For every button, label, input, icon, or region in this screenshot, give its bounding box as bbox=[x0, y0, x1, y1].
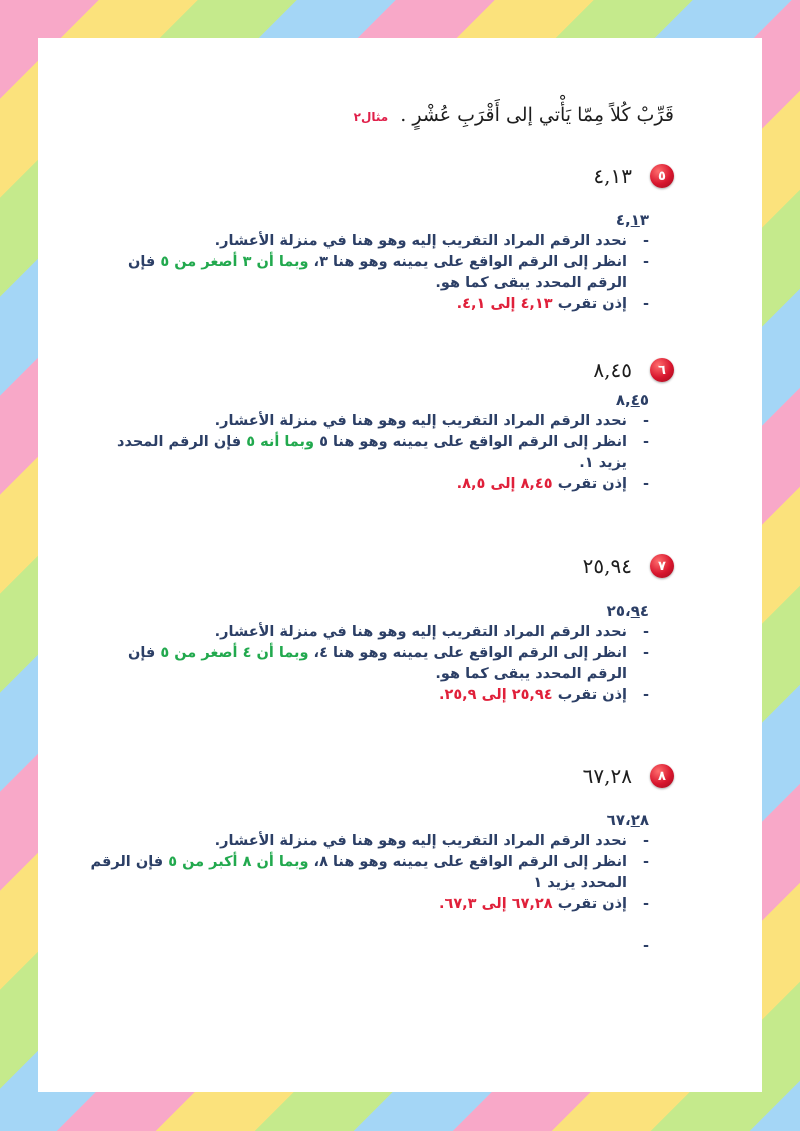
problem-number: ٢٥,٩٤ bbox=[582, 554, 632, 578]
exercise-number-badge: ٨ bbox=[650, 764, 674, 788]
exercise-heading bbox=[354, 104, 674, 126]
solution-block-7 bbox=[89, 601, 649, 706]
worksheet-page bbox=[38, 38, 762, 1092]
exercise-header-6 bbox=[593, 358, 674, 382]
step-identify: - نحدد الرقم المراد التقريب إليه وهو هنا في منزلة الأعشار. bbox=[89, 831, 649, 852]
marked-number: ٤,١٣ bbox=[615, 211, 649, 229]
step-compare: - انظر إلى الرقم الواقع على يمينه وهو هنا ٨، وبما أن ٨ أكبر من ٥ فإن الرقم المحدد يزيد ١ bbox=[89, 852, 649, 894]
step-compare: - انظر إلى الرقم الواقع على يمينه وهو هنا ٥ وبما أنه ٥ فإن الرقم المحدد يزيد ١. bbox=[89, 432, 649, 474]
step-identify: - نحدد الرقم المراد التقريب إليه وهو هنا في منزلة الأعشار. bbox=[89, 622, 649, 643]
exercise-number-badge: ٧ bbox=[650, 554, 674, 578]
exercise-header-5 bbox=[593, 164, 674, 188]
heading-text: قَرِّبْ كُلاً مِمّا يَأْتي إلى أَقْرَبِ عُشْرٍ . bbox=[400, 104, 674, 126]
step-result: - إذن تقرب ٦٧,٢٨ إلى ٦٧,٣. bbox=[89, 894, 649, 915]
empty-bullet: - bbox=[642, 938, 649, 954]
exercise-number-badge: ٥ bbox=[650, 164, 674, 188]
solution-block-6 bbox=[89, 390, 649, 495]
exercise-number-badge: ٦ bbox=[650, 358, 674, 382]
marked-number: ٨,٤٥ bbox=[615, 391, 649, 409]
problem-number: ٤,١٣ bbox=[593, 164, 632, 188]
solution-block-8 bbox=[89, 810, 649, 915]
step-identify: - نحدد الرقم المراد التقريب إليه وهو هنا في منزلة الأعشار. bbox=[89, 231, 649, 252]
marked-number: ٢٥،٩٤ bbox=[606, 602, 649, 620]
example-tag: مثال٢ bbox=[353, 110, 389, 124]
problem-number: ٦٧,٢٨ bbox=[582, 764, 632, 788]
step-compare: - انظر إلى الرقم الواقع على يمينه وهو هنا ٣، وبما أن ٣ أصغر من ٥ فإن الرقم المحدد يبقى كما هو. bbox=[89, 252, 649, 294]
exercise-header-8 bbox=[583, 764, 674, 788]
exercise-header-7 bbox=[583, 554, 674, 578]
problem-number: ٨,٤٥ bbox=[593, 358, 632, 382]
step-identify: - نحدد الرقم المراد التقريب إليه وهو هنا في منزلة الأعشار. bbox=[89, 411, 649, 432]
step-result: - إذن تقرب ٤,١٣ إلى ٤,١. bbox=[89, 294, 649, 315]
step-result: - إذن تقرب ٢٥,٩٤ إلى ٢٥,٩. bbox=[89, 685, 649, 706]
step-result: - إذن تقرب ٨,٤٥ إلى ٨,٥. bbox=[89, 474, 649, 495]
solution-block-5 bbox=[89, 210, 649, 315]
marked-number: ٦٧،٢٨ bbox=[606, 811, 649, 829]
step-compare: - انظر إلى الرقم الواقع على يمينه وهو هنا ٤، وبما أن ٤ أصغر من ٥ فإن الرقم المحدد يبقى كما هو. bbox=[89, 643, 649, 685]
